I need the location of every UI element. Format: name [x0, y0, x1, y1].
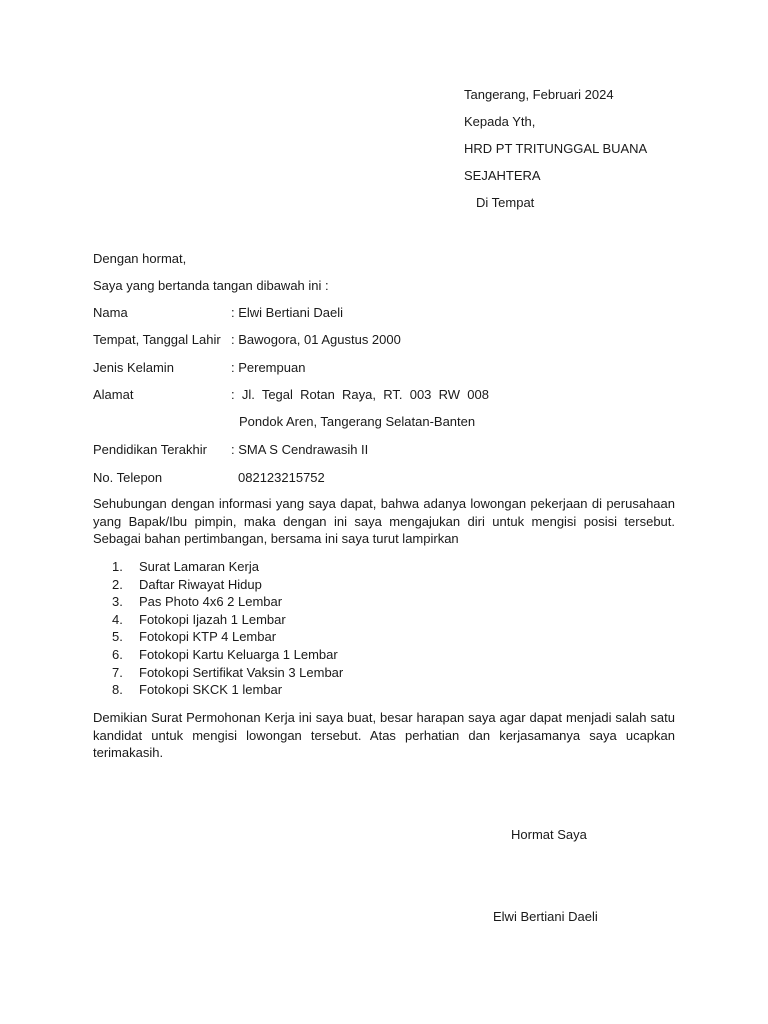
list-item [112, 628, 343, 646]
list-number: 4. [112, 611, 123, 627]
value-jenis-kelamin: : Perempuan [231, 360, 306, 375]
list-number: 7. [112, 664, 123, 680]
place-date: Tangerang, Februari 2024 [464, 87, 614, 102]
recipient-salutation: Kepada Yth, [464, 114, 536, 129]
list-item [112, 664, 343, 682]
list-text: Surat Lamaran Kerja [139, 559, 259, 574]
list-item [112, 593, 343, 611]
list-text: Pas Photo 4x6 2 Lembar [139, 594, 283, 610]
recipient-location: Di Tempat [476, 195, 535, 210]
list-number: 5. [112, 629, 123, 645]
list-text: Fotokopi Ijazah 1 Lembar [139, 611, 286, 627]
value-telepon: 082123215752 [238, 470, 325, 485]
label-alamat: Alamat [93, 387, 134, 402]
label-telepon: No. Telepon [93, 470, 163, 485]
list-text: Daftar Riwayat Hidup [139, 576, 262, 592]
list-number: 3. [112, 594, 123, 610]
signer-name: Elwi Bertiani Daeli [493, 909, 598, 924]
list-item [112, 576, 343, 594]
attachments-list [112, 558, 343, 699]
label-pendidikan: Pendidikan Terakhir [93, 442, 207, 457]
value-nama: : Elwi Bertiani Daeli [231, 305, 343, 320]
list-text: Fotokopi KTP 4 Lembar [139, 629, 277, 645]
list-item [112, 681, 343, 699]
value-pendidikan: : SMA S Cendrawasih II [231, 442, 369, 457]
recipient-company-line2: SEJAHTERA [464, 168, 541, 183]
list-text: Fotokopi Kartu Keluarga 1 Lembar [139, 646, 338, 662]
label-nama: Nama [93, 305, 128, 320]
list-item [112, 611, 343, 629]
label-ttl: Tempat, Tanggal Lahir [93, 332, 221, 347]
list-number: 8. [112, 682, 123, 698]
body-paragraph: Sehubungan dengan informasi yang saya dapat, bahwa adanya lowongan pekerjaan di perusahaan yang Bapak/Ibu pimpin, maka dengan ini saya mengajukan diri untuk mengisi posisi tersebut. Sebagai bahan pertimbangan, bersama ini saya turut lampirkan [93, 496, 675, 546]
list-item [112, 646, 343, 664]
greeting: Dengan hormat, [93, 251, 187, 266]
closing-paragraph: Demikian Surat Permohonan Kerja ini saya buat, besar harapan saya agar dapat menjadi salah satu kandidat untuk mengisi lowongan tersebut. Atas perhatian dan kerjasamanya saya ucapkan terimakasih. [93, 710, 675, 760]
value-ttl: : Bawogora, 01 Agustus 2000 [231, 332, 401, 347]
list-text: Fotokopi SKCK 1 lembar [139, 682, 283, 698]
intro-line: Saya yang bertanda tangan dibawah ini : [93, 278, 329, 293]
list-number: 2. [112, 576, 123, 592]
recipient-company-line1: HRD PT TRITUNGGAL BUANA [464, 141, 648, 156]
list-number: 6. [112, 646, 123, 662]
value-alamat: : Jl. Tegal Rotan Raya, RT. 003 RW 008 [231, 387, 489, 402]
signoff: Hormat Saya [511, 827, 587, 842]
list-item [112, 558, 343, 576]
value-alamat-line2: Pondok Aren, Tangerang Selatan-Banten [239, 414, 476, 429]
list-number: 1. [112, 559, 123, 574]
label-jenis-kelamin: Jenis Kelamin [93, 360, 174, 375]
list-text: Fotokopi Sertifikat Vaksin 3 Lembar [139, 664, 344, 680]
